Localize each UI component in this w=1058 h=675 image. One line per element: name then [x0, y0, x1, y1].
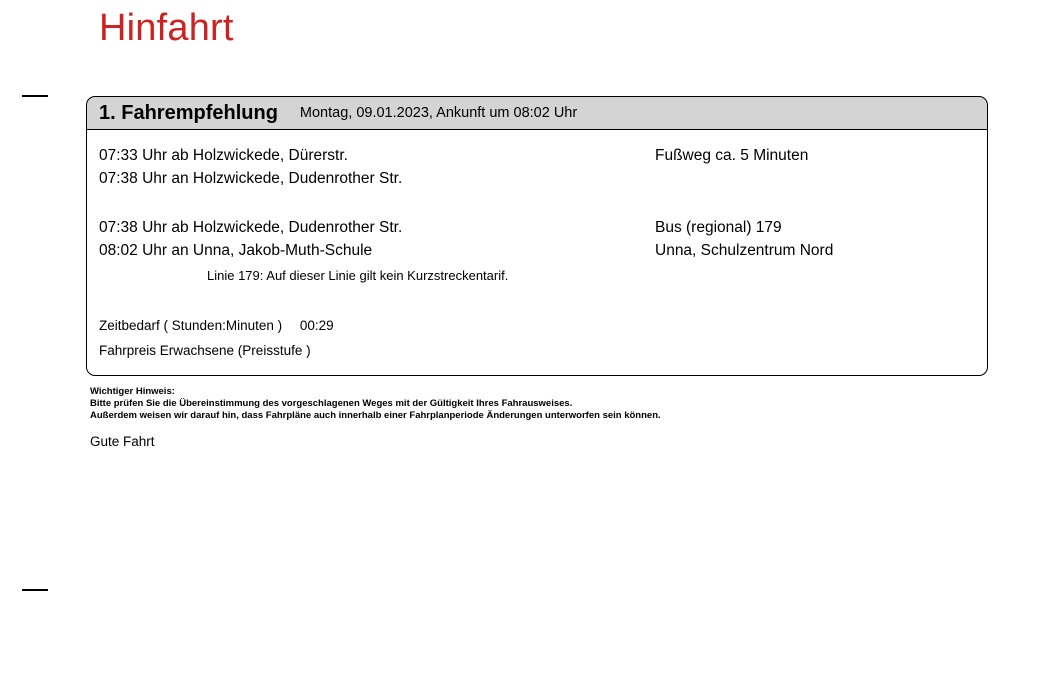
leg-departure-row: [99, 144, 975, 167]
leg-departure-text: 07:38 Uhr ab Holzwickede, Dudenrother Str.: [99, 219, 403, 236]
leg-mode-text: Bus (regional) 179: [655, 219, 782, 236]
crop-mark-bottom: [22, 589, 48, 591]
footer-note-line: Bitte prüfen Sie die Übereinstimmung des vorgeschlagenen Weges mit der Gültigkeit Ihres Fahrausweises.: [90, 398, 573, 409]
recommendation-body: [86, 130, 988, 376]
summary-duration-label: Zeitbedarf ( Stunden:Minuten ): [99, 318, 283, 333]
summary-duration-value: 00:29: [299, 318, 334, 333]
leg-mode-text: Fußweg ca. 5 Minuten: [655, 147, 809, 164]
footer-heading: Wichtiger Hinweis:: [90, 386, 175, 397]
leg-arrival-row: [99, 239, 975, 262]
footer-farewell: Gute Fahrt: [90, 434, 155, 449]
leg-departure-row: [99, 216, 975, 239]
footer-note-line: Außerdem weisen wir darauf hin, dass Fahrpläne auch innerhalb einer Fahrplanperiode Änderungen unterworfen sein können.: [90, 410, 661, 421]
crop-mark-top: [22, 95, 48, 97]
leg-mode-detail-text: Unna, Schulzentrum Nord: [655, 242, 834, 259]
summary-duration-row: [99, 313, 975, 338]
page-title: Hinfahrt: [99, 7, 234, 49]
recommendation-subtitle: Montag, 09.01.2023, Ankunft um 08:02 Uhr: [299, 105, 578, 121]
summary-fare-row: [99, 338, 975, 363]
summary-fare-label: Fahrpreis Erwachsene (Preisstufe ): [99, 343, 311, 358]
recommendation-header: [86, 96, 988, 130]
journey-leg: [99, 216, 975, 283]
leg-arrival-row: [99, 167, 975, 190]
footer-notes: [90, 385, 870, 449]
leg-arrival-text: 08:02 Uhr an Unna, Jakob-Muth-Schule: [99, 242, 373, 259]
leg-departure-text: 07:33 Uhr ab Holzwickede, Dürerstr.: [99, 147, 348, 164]
leg-arrival-text: 07:38 Uhr an Holzwickede, Dudenrother Str.: [99, 170, 403, 187]
recommendation-title: 1. Fahrempfehlung: [99, 101, 278, 124]
leg-tariff-note: Linie 179: Auf dieser Linie gilt kein Kurzstreckentarif.: [207, 268, 509, 283]
recommendation-card: [86, 96, 988, 376]
journey-summary: [99, 313, 975, 363]
journey-leg: [99, 144, 975, 190]
